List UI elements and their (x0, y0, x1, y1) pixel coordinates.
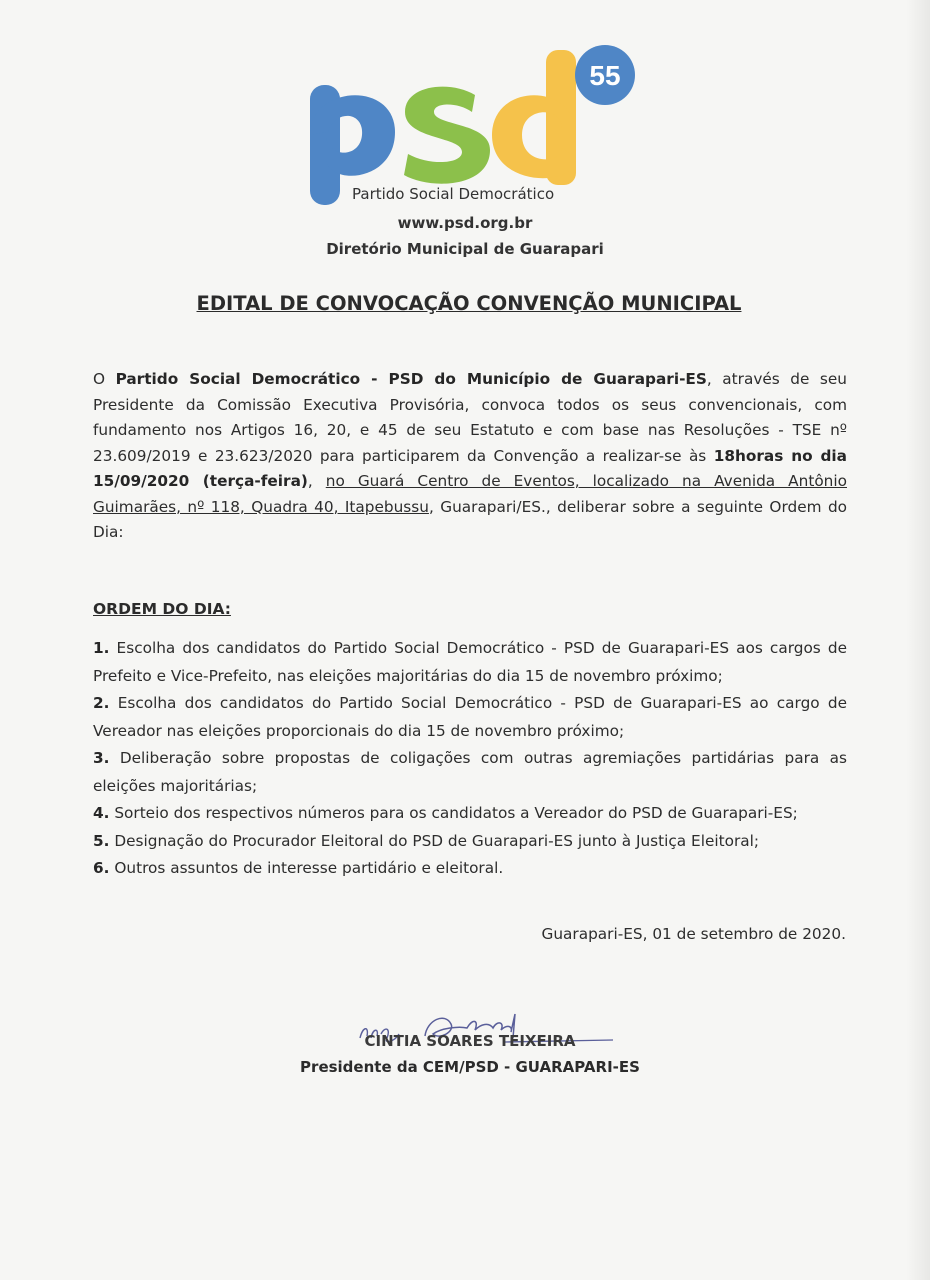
agenda-item-number: 5. (93, 831, 110, 850)
agenda-item-number: 6. (93, 859, 110, 877)
agenda-item-text: Deliberação sobre propostas de coligações com outras agremiações partidárias para as eleições majoritárias; (93, 749, 847, 795)
directory-name: Diretório Municipal de Guarapari (326, 240, 604, 258)
scan-edge-shadow (906, 0, 930, 1280)
logo-letter-s (404, 87, 490, 184)
agenda-item (93, 690, 847, 745)
agenda-item (93, 828, 847, 856)
logo-letter-d (492, 50, 576, 185)
agenda-item-text: Escolha dos candidatos do Partido Social Democrático - PSD de Guarapari-ES aos cargos de Prefeito e Vice-Prefeito, nas eleições majoritárias do dia 15 de novembro próximo; (93, 639, 847, 685)
signatory-name: CINTIA SOARES TEIXEIRA (364, 1032, 576, 1050)
event-time-bold: 18horas no dia 15/09/2020 (terça-feira) (93, 446, 847, 490)
agenda-item-text: Escolha dos candidatos do Partido Social Democrático - PSD de Guarapari-ES ao cargo de Vereador nas eleições proporcionais do dia 15 de novembro próximo; (93, 694, 847, 740)
agenda-title: ORDEM DO DIA: (93, 600, 231, 618)
website: www.psd.org.br (397, 214, 533, 232)
agenda-item-text: Designação do Procurador Eleitoral do PSD de Guarapari-ES junto à Justiça Eleitoral; (109, 831, 760, 850)
agenda-item-number: 1. (93, 639, 110, 657)
intro-text-2: , através de seu Presidente da Comissão Executiva Provisória, convoca todos os seus convencionais, com fundamento nos Artigos 16, 20, e 45 de seu Estatuto e com base nas Resoluções - TSE nº 23.609/2019 e 23.623/2020 para participarem da Convenção a realizar-se às (93, 370, 847, 465)
signatory-role: Presidente da CEM/PSD - GUARAPARI-ES (300, 1058, 640, 1076)
intro-text-3: , (307, 472, 326, 490)
intro-paragraph (93, 367, 847, 546)
agenda-item-number: 4. (93, 804, 110, 822)
intro-text-4: , Guarapari/ES., deliberar sobre a seguinte Ordem do Dia: (93, 497, 848, 541)
agenda-item (93, 855, 847, 883)
logo-number: 55 (589, 60, 621, 91)
agenda-item (93, 635, 847, 690)
event-place: no Guará Centro de Eventos, localizado na Avenida Antônio Guimarães, nº 118, Quadra 40, Itapebussu (93, 472, 847, 516)
party-name-bold: Partido Social Democrático - PSD do Município de Guarapari-ES (115, 370, 707, 388)
date-line: Guarapari-ES, 01 de setembro de 2020. (541, 925, 846, 943)
party-full-name: Partido Social Democrático (352, 185, 555, 203)
document-title: EDITAL DE CONVOCAÇÃO CONVENÇÃO MUNICIPAL (196, 292, 742, 315)
agenda-item-number: 3. (93, 749, 110, 767)
agenda-item-text: Outros assuntos de interesse partidário e eleitoral. (109, 859, 504, 877)
agenda-list (93, 635, 847, 883)
agenda-item-number: 2. (93, 694, 110, 712)
intro-text-1: O (93, 370, 116, 388)
agenda-item (93, 745, 847, 800)
agenda-item (93, 800, 847, 828)
agenda-item-text: Sorteio dos respectivos números para os candidatos a Vereador do PSD de Guarapari-ES; (109, 804, 798, 822)
